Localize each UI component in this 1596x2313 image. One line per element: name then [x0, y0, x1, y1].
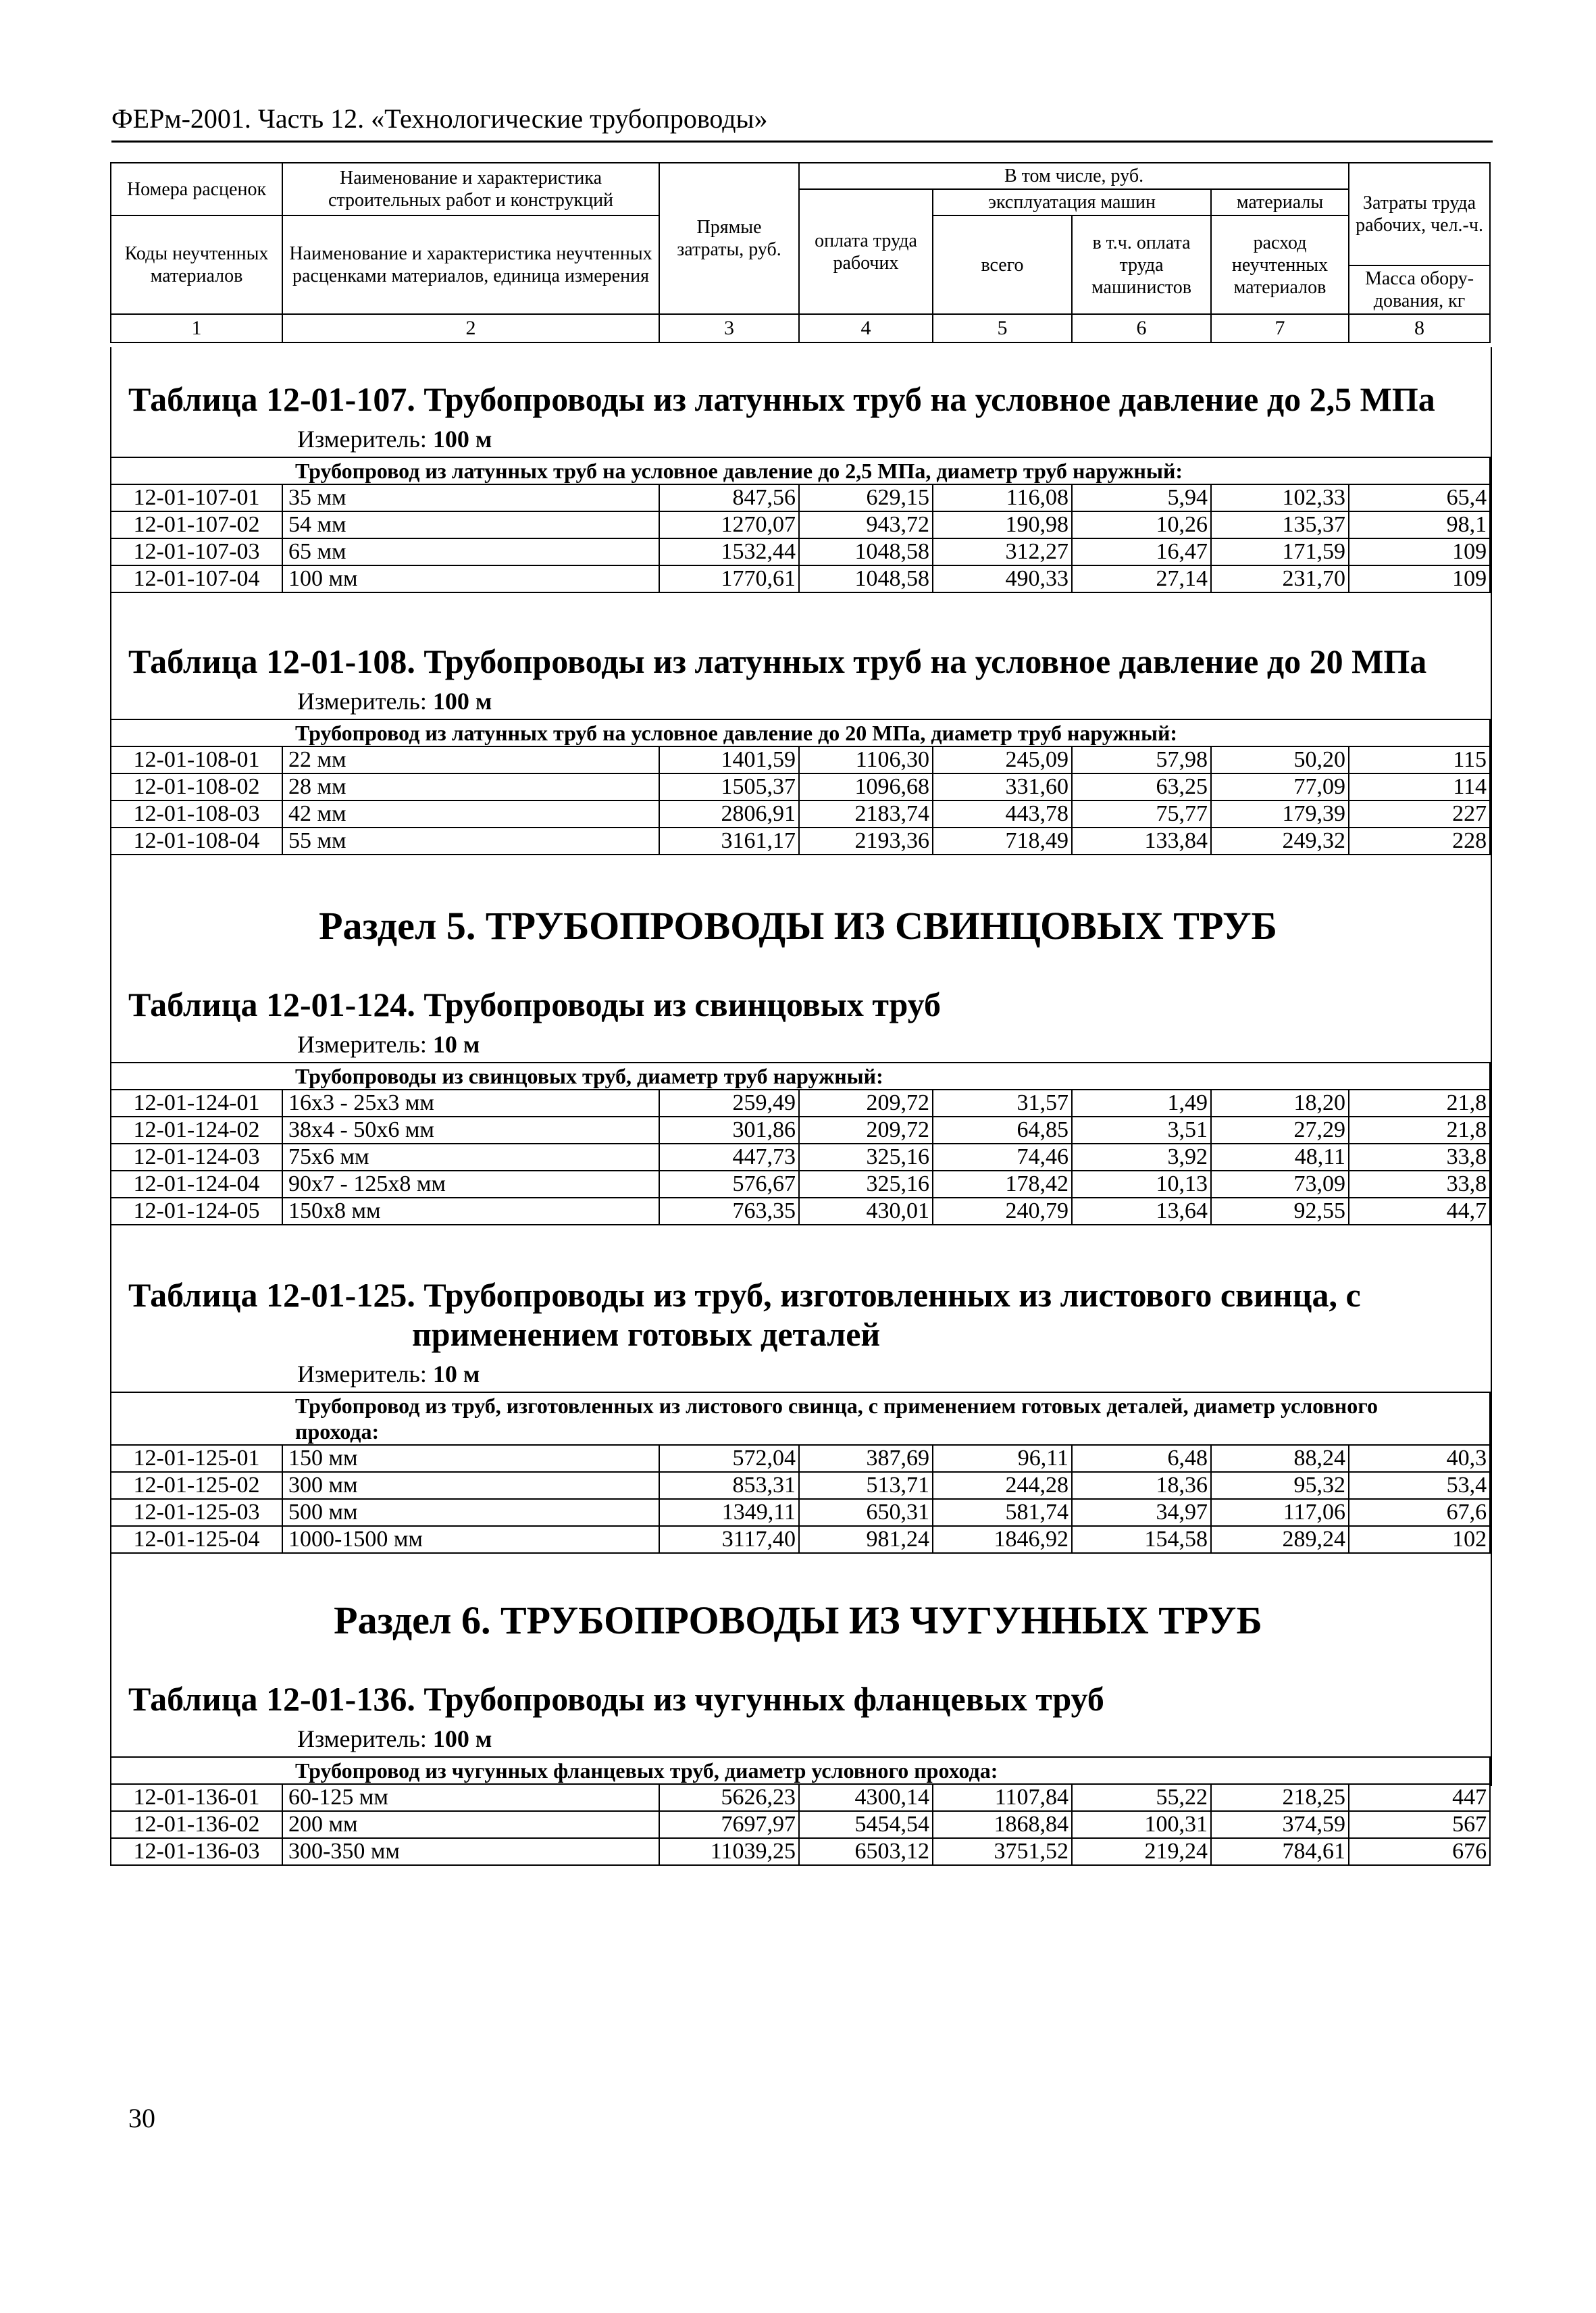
worker-pay: 629,15	[799, 484, 933, 511]
labor-hours: 447	[1349, 1784, 1490, 1811]
materials: 231,70	[1211, 565, 1349, 592]
worker-pay: 5454,54	[799, 1811, 933, 1838]
table-title-continuation: применением готовых деталей	[412, 1315, 881, 1353]
worker-pay: 325,16	[799, 1171, 933, 1198]
materials: 50,20	[1211, 746, 1349, 773]
table-row	[111, 484, 1490, 511]
rate-name: 38х4 - 50х6 мм	[282, 1117, 659, 1144]
table-row	[111, 1171, 1490, 1198]
labor-hours: 109	[1349, 538, 1490, 565]
machinist-pay: 57,98	[1072, 746, 1211, 773]
header-col-num: 7	[1211, 314, 1349, 342]
header-material-consumption: расход неучтенных материалов	[1211, 215, 1349, 314]
labor-hours: 102	[1349, 1526, 1490, 1553]
header-col-num: 4	[799, 314, 933, 342]
header-rate-numbers: Номера расценок	[111, 163, 282, 215]
worker-pay: 430,01	[799, 1198, 933, 1225]
unit-value: 100 м	[432, 426, 492, 453]
materials: 117,06	[1211, 1499, 1349, 1526]
header-materials: материалы	[1211, 189, 1349, 215]
table-title: Таблица 12-01-125. Трубопроводы из труб, изготовленных из листового свинца, с	[128, 1276, 1361, 1314]
rate-name: 35 мм	[282, 484, 659, 511]
machinist-pay: 3,51	[1072, 1117, 1211, 1144]
machinist-pay: 3,92	[1072, 1144, 1211, 1171]
direct-costs: 1770,61	[659, 565, 799, 592]
labor-hours: 67,6	[1349, 1499, 1490, 1526]
machines-total: 1846,92	[933, 1526, 1072, 1553]
rate-name: 54 мм	[282, 511, 659, 538]
worker-pay: 6503,12	[799, 1838, 933, 1865]
unit-line	[297, 424, 492, 454]
page-number: 30	[128, 2103, 155, 2133]
materials: 135,37	[1211, 511, 1349, 538]
rate-name: 200 мм	[282, 1811, 659, 1838]
machinist-pay: 6,48	[1072, 1445, 1211, 1472]
machines-total: 312,27	[933, 538, 1072, 565]
worker-pay: 1048,58	[799, 565, 933, 592]
machinist-pay: 10,13	[1072, 1171, 1211, 1198]
rate-name: 90х7 - 125х8 мм	[282, 1171, 659, 1198]
machinist-pay: 18,36	[1072, 1472, 1211, 1499]
worker-pay: 2193,36	[799, 828, 933, 855]
header-col-num: 3	[659, 314, 799, 342]
materials: 784,61	[1211, 1838, 1349, 1865]
header-machines-total: всего	[933, 215, 1072, 314]
machinist-pay: 100,31	[1072, 1811, 1211, 1838]
machines-total: 1868,84	[933, 1811, 1072, 1838]
unit-value: 100 м	[432, 688, 492, 715]
direct-costs: 1505,37	[659, 773, 799, 800]
table-caption: Трубопровод из труб, изготовленных из листового свинца, с применением готовых деталей, диаметр условного прохода:	[111, 1392, 1490, 1445]
machinist-pay: 16,47	[1072, 538, 1211, 565]
table-caption: Трубопроводы из свинцовых труб, диаметр труб наружный:	[111, 1063, 1490, 1090]
direct-costs: 3161,17	[659, 828, 799, 855]
rate-code: 12-01-107-03	[111, 538, 282, 565]
worker-pay: 209,72	[799, 1117, 933, 1144]
materials: 27,29	[1211, 1117, 1349, 1144]
machinist-pay: 154,58	[1072, 1526, 1211, 1553]
machines-total: 96,11	[933, 1445, 1072, 1472]
labor-hours: 228	[1349, 828, 1490, 855]
machines-total: 240,79	[933, 1198, 1072, 1225]
materials: 48,11	[1211, 1144, 1349, 1171]
machinist-pay: 219,24	[1072, 1838, 1211, 1865]
materials: 88,24	[1211, 1445, 1349, 1472]
direct-costs: 5626,23	[659, 1784, 799, 1811]
labor-hours: 65,4	[1349, 484, 1490, 511]
labor-hours: 33,8	[1349, 1144, 1490, 1171]
machines-total: 190,98	[933, 511, 1072, 538]
labor-hours: 40,3	[1349, 1445, 1490, 1472]
header-material-description: Наименование и характеристика неучтенных расценками материалов, единица измерения	[282, 215, 659, 314]
materials: 95,32	[1211, 1472, 1349, 1499]
table-row	[111, 1811, 1490, 1838]
header-equipment-mass: Масса обору-дования, кг	[1349, 265, 1490, 314]
direct-costs: 763,35	[659, 1198, 799, 1225]
table-caption: Трубопровод из латунных труб на условное давление до 2,5 МПа, диаметр труб наружный:	[111, 457, 1490, 484]
rate-name: 65 мм	[282, 538, 659, 565]
worker-pay: 325,16	[799, 1144, 933, 1171]
rate-code: 12-01-125-01	[111, 1445, 282, 1472]
worker-pay: 650,31	[799, 1499, 933, 1526]
header-col-num: 5	[933, 314, 1072, 342]
rate-code: 12-01-124-01	[111, 1090, 282, 1117]
table-caption: Трубопровод из чугунных фланцевых труб, диаметр условного прохода:	[111, 1757, 1490, 1784]
table-row	[111, 1445, 1490, 1472]
rate-name: 150х8 мм	[282, 1198, 659, 1225]
machinist-pay: 13,64	[1072, 1198, 1211, 1225]
header-work-description: Наименование и характеристика строительных работ и конструкций	[282, 163, 659, 215]
table-row	[111, 1198, 1490, 1225]
machines-total: 116,08	[933, 484, 1072, 511]
unit-line	[297, 1030, 480, 1059]
rate-name: 28 мм	[282, 773, 659, 800]
rate-name: 300-350 мм	[282, 1838, 659, 1865]
direct-costs: 11039,25	[659, 1838, 799, 1865]
rate-code: 12-01-108-03	[111, 800, 282, 828]
worker-pay: 943,72	[799, 511, 933, 538]
direct-costs: 2806,91	[659, 800, 799, 828]
machinist-pay: 1,49	[1072, 1090, 1211, 1117]
machines-total: 74,46	[933, 1144, 1072, 1171]
direct-costs: 853,31	[659, 1472, 799, 1499]
direct-costs: 1270,07	[659, 511, 799, 538]
rates-table-124	[110, 1062, 1491, 1225]
rate-code: 12-01-125-04	[111, 1526, 282, 1553]
materials: 374,59	[1211, 1811, 1349, 1838]
rate-code: 12-01-124-05	[111, 1198, 282, 1225]
direct-costs: 259,49	[659, 1090, 799, 1117]
rate-code: 12-01-108-02	[111, 773, 282, 800]
rate-code: 12-01-124-04	[111, 1171, 282, 1198]
running-head: ФЕРм-2001. Часть 12. «Технологические трубопроводы»	[111, 101, 1493, 143]
rate-code: 12-01-124-03	[111, 1144, 282, 1171]
labor-hours: 98,1	[1349, 511, 1490, 538]
labor-hours: 44,7	[1349, 1198, 1490, 1225]
rate-code: 12-01-136-02	[111, 1811, 282, 1838]
rate-code: 12-01-125-02	[111, 1472, 282, 1499]
header-col-num: 6	[1072, 314, 1211, 342]
table-row	[111, 773, 1490, 800]
worker-pay: 2183,74	[799, 800, 933, 828]
section-heading: Раздел 6. ТРУБОПРОВОДЫ ИЗ ЧУГУННЫХ ТРУБ	[334, 1598, 1262, 1642]
header-worker-pay: оплата труда рабочих	[799, 189, 933, 314]
table-row	[111, 800, 1490, 828]
direct-costs: 447,73	[659, 1144, 799, 1171]
materials: 18,20	[1211, 1090, 1349, 1117]
machines-total: 31,57	[933, 1090, 1072, 1117]
rate-name: 500 мм	[282, 1499, 659, 1526]
labor-hours: 53,4	[1349, 1472, 1490, 1499]
rate-name: 22 мм	[282, 746, 659, 773]
materials: 289,24	[1211, 1526, 1349, 1553]
worker-pay: 4300,14	[799, 1784, 933, 1811]
machinist-pay: 10,26	[1072, 511, 1211, 538]
worker-pay: 1096,68	[799, 773, 933, 800]
rate-name: 1000-1500 мм	[282, 1526, 659, 1553]
machinist-pay: 75,77	[1072, 800, 1211, 828]
rate-name: 150 мм	[282, 1445, 659, 1472]
table-row	[111, 1784, 1490, 1811]
table-title: Таблица 12-01-124. Трубопроводы из свинцовых труб	[128, 986, 942, 1023]
rate-name: 42 мм	[282, 800, 659, 828]
machinist-pay: 34,97	[1072, 1499, 1211, 1526]
machines-total: 178,42	[933, 1171, 1072, 1198]
header-material-codes: Коды неучтенных материалов	[111, 215, 282, 314]
table-row	[111, 538, 1490, 565]
direct-costs: 7697,97	[659, 1811, 799, 1838]
header-col-num: 8	[1349, 314, 1490, 342]
labor-hours: 567	[1349, 1811, 1490, 1838]
column-header-table	[110, 162, 1491, 343]
table-row	[111, 1472, 1490, 1499]
table-row	[111, 1499, 1490, 1526]
header-including: В том числе, руб.	[799, 163, 1349, 189]
machinist-pay: 55,22	[1072, 1784, 1211, 1811]
materials: 218,25	[1211, 1784, 1349, 1811]
direct-costs: 576,67	[659, 1171, 799, 1198]
table-row	[111, 1090, 1490, 1117]
direct-costs: 1532,44	[659, 538, 799, 565]
table-row	[111, 1526, 1490, 1553]
machinist-pay: 133,84	[1072, 828, 1211, 855]
machines-total: 718,49	[933, 828, 1072, 855]
direct-costs: 847,56	[659, 484, 799, 511]
table-title: Таблица 12-01-108. Трубопроводы из латунных труб на условное давление до 20 МПа	[128, 642, 1427, 680]
materials: 179,39	[1211, 800, 1349, 828]
table-row	[111, 1117, 1490, 1144]
materials: 92,55	[1211, 1198, 1349, 1225]
labor-hours: 21,8	[1349, 1117, 1490, 1144]
direct-costs: 301,86	[659, 1117, 799, 1144]
header-machinist-pay: в т.ч. оплата труда машинистов	[1072, 215, 1211, 314]
direct-costs: 572,04	[659, 1445, 799, 1472]
worker-pay: 209,72	[799, 1090, 933, 1117]
machines-total: 245,09	[933, 746, 1072, 773]
labor-hours: 21,8	[1349, 1090, 1490, 1117]
worker-pay: 1048,58	[799, 538, 933, 565]
worker-pay: 981,24	[799, 1526, 933, 1553]
machines-total: 490,33	[933, 565, 1072, 592]
rates-table-136	[110, 1756, 1491, 1866]
direct-costs: 1401,59	[659, 746, 799, 773]
rate-code: 12-01-108-01	[111, 746, 282, 773]
unit-label: Измеритель:	[297, 1361, 427, 1388]
rate-name: 300 мм	[282, 1472, 659, 1499]
machines-total: 1107,84	[933, 1784, 1072, 1811]
materials: 77,09	[1211, 773, 1349, 800]
table-title: Таблица 12-01-136. Трубопроводы из чугунных фланцевых труб	[128, 1680, 1104, 1718]
labor-hours: 109	[1349, 565, 1490, 592]
table-row	[111, 511, 1490, 538]
materials: 102,33	[1211, 484, 1349, 511]
unit-label: Измеритель:	[297, 426, 427, 453]
table-caption: Трубопровод из латунных труб на условное давление до 20 МПа, диаметр труб наружный:	[111, 719, 1490, 746]
header-labor-costs: Затраты труда рабочих, чел.-ч.	[1349, 163, 1490, 265]
unit-value: 10 м	[432, 1031, 480, 1058]
machinist-pay: 63,25	[1072, 773, 1211, 800]
machines-total: 244,28	[933, 1472, 1072, 1499]
labor-hours: 676	[1349, 1838, 1490, 1865]
unit-label: Измеритель:	[297, 1031, 427, 1058]
materials: 249,32	[1211, 828, 1349, 855]
rate-code: 12-01-108-04	[111, 828, 282, 855]
table-row	[111, 746, 1490, 773]
machines-total: 581,74	[933, 1499, 1072, 1526]
worker-pay: 513,71	[799, 1472, 933, 1499]
table-row	[111, 1838, 1490, 1865]
header-col-num: 2	[282, 314, 659, 342]
labor-hours: 114	[1349, 773, 1490, 800]
rates-table-108	[110, 719, 1491, 855]
rate-code: 12-01-125-03	[111, 1499, 282, 1526]
unit-label: Измеритель:	[297, 1725, 427, 1752]
header-direct-costs: Прямые затраты, руб.	[659, 163, 799, 314]
rate-code: 12-01-107-02	[111, 511, 282, 538]
machines-total: 3751,52	[933, 1838, 1072, 1865]
rates-table-107	[110, 457, 1491, 593]
materials: 171,59	[1211, 538, 1349, 565]
rate-code: 12-01-124-02	[111, 1117, 282, 1144]
machinist-pay: 27,14	[1072, 565, 1211, 592]
rate-name: 55 мм	[282, 828, 659, 855]
rate-name: 60-125 мм	[282, 1784, 659, 1811]
section-heading: Раздел 5. ТРУБОПРОВОДЫ ИЗ СВИНЦОВЫХ ТРУБ	[319, 904, 1277, 948]
unit-value: 100 м	[432, 1725, 492, 1752]
worker-pay: 387,69	[799, 1445, 933, 1472]
labor-hours: 115	[1349, 746, 1490, 773]
table-title: Таблица 12-01-107. Трубопроводы из латунных труб на условное давление до 2,5 МПа	[128, 380, 1435, 418]
rates-table-125	[110, 1392, 1491, 1554]
table-row	[111, 1144, 1490, 1171]
unit-line	[297, 1724, 492, 1754]
unit-line	[297, 1359, 480, 1389]
rate-name: 16х3 - 25х3 мм	[282, 1090, 659, 1117]
unit-value: 10 м	[432, 1361, 480, 1388]
rate-code: 12-01-136-01	[111, 1784, 282, 1811]
machines-total: 443,78	[933, 800, 1072, 828]
machines-total: 331,60	[933, 773, 1072, 800]
unit-label: Измеритель:	[297, 688, 427, 715]
rate-code: 12-01-107-01	[111, 484, 282, 511]
header-machine-operation: эксплуатация машин	[933, 189, 1211, 215]
rate-name: 100 мм	[282, 565, 659, 592]
worker-pay: 1106,30	[799, 746, 933, 773]
table-row	[111, 565, 1490, 592]
materials: 73,09	[1211, 1171, 1349, 1198]
labor-hours: 227	[1349, 800, 1490, 828]
labor-hours: 33,8	[1349, 1171, 1490, 1198]
machinist-pay: 5,94	[1072, 484, 1211, 511]
direct-costs: 3117,40	[659, 1526, 799, 1553]
rate-code: 12-01-136-03	[111, 1838, 282, 1865]
header-col-num: 1	[111, 314, 282, 342]
unit-line	[297, 686, 492, 716]
table-row	[111, 828, 1490, 855]
rate-code: 12-01-107-04	[111, 565, 282, 592]
machines-total: 64,85	[933, 1117, 1072, 1144]
rate-name: 75х6 мм	[282, 1144, 659, 1171]
direct-costs: 1349,11	[659, 1499, 799, 1526]
